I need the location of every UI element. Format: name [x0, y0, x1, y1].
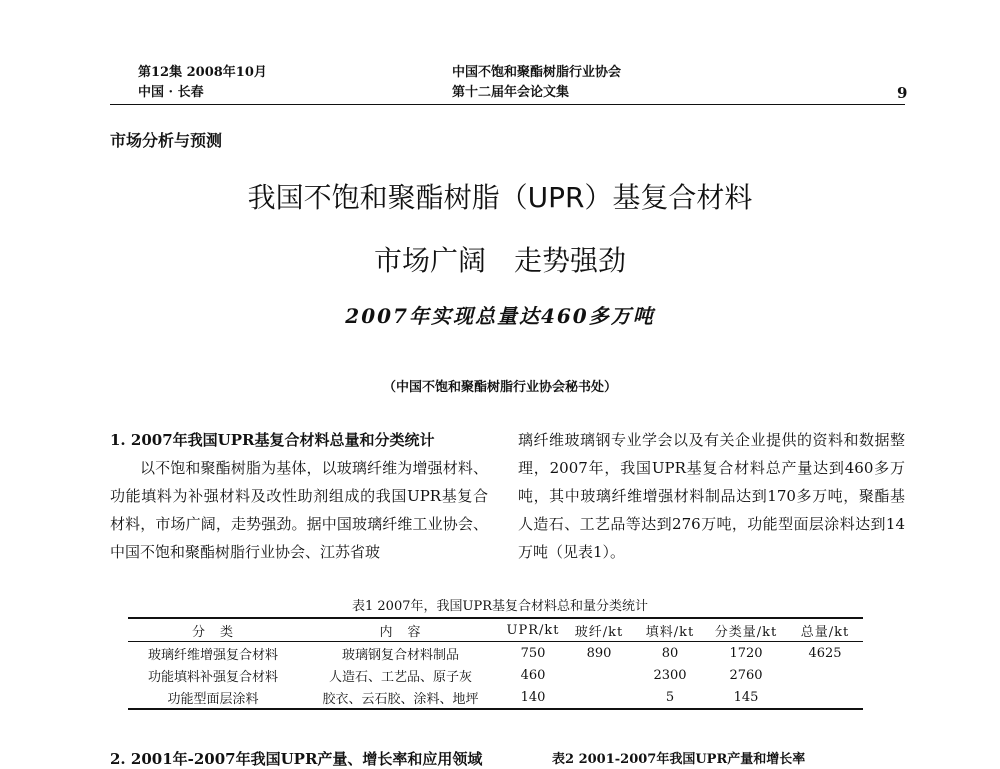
author-affiliation: （中国不饱和聚酯树脂行业协会秘书处） [382, 380, 617, 395]
body-paragraph-right: 璃纤维玻璃钢专业学会以及有关企业提供的资料和数据整理，2007年，我国UPR基复合材料总产量达到460多万吨，其中玻璃纤维增强材料制品达到170多万吨，聚酯基人造石、工艺品等达到276万吨，功能型面层涂料达到14万吨（见表1）。 [518, 431, 905, 561]
table-cell: 4625 [808, 645, 842, 661]
page-number: 9 [897, 84, 908, 102]
table-cell: 功能型面层涂料 [128, 686, 298, 709]
table-header-cell: 总量/kt [787, 618, 863, 642]
statistics-table [128, 617, 863, 710]
table-cell [563, 686, 635, 709]
journal-issue: 第12集 2008年10月 [138, 65, 267, 80]
table-cell: 玻璃纤维增强复合材料 [147, 647, 278, 663]
table-row [128, 664, 863, 686]
table-cell: 5 [635, 686, 705, 709]
article-title-line2: 市场广阔 走势强劲 [373, 244, 626, 277]
table-cell [563, 664, 635, 686]
proceedings-name: 第十二届年会论文集 [452, 85, 570, 100]
table-cell: 1720 [729, 645, 763, 661]
table-cell: 2760 [729, 667, 763, 683]
table-header-cell: 玻纤/kt [563, 618, 635, 642]
association-name: 中国不饱和聚酯树脂行业协会 [452, 65, 622, 80]
table-row [128, 686, 863, 709]
left-column [110, 426, 488, 566]
table-cell: 功能填料补强复合材料 [147, 669, 278, 685]
table2-caption: 表2 2001-2007年我国UPR产量和增长率 [552, 752, 806, 767]
table-cell: 890 [586, 645, 612, 661]
conference-location: 中国 · 长春 [138, 85, 204, 100]
table-row [128, 642, 863, 665]
table-header-cell: 分类量/kt [705, 618, 787, 642]
table-cell [787, 686, 863, 709]
table-cell: 140 [503, 686, 563, 709]
table-cell [787, 664, 863, 686]
table-cell: 145 [705, 686, 787, 709]
table-cell: 80 [661, 645, 679, 661]
table-header-cell: UPR/kt [503, 618, 563, 642]
article-subtitle: 2007年实现总量达460多万吨 [345, 304, 655, 328]
table-cell: 460 [520, 667, 546, 683]
body-paragraph-left: 以不饱和聚酯树脂为基体，以玻璃纤维为增强材料、功能填料为补强材料及改性助剂组成的我国UPR基复合材料，市场广阔，走势强劲。据中国玻璃纤维工业协会、中国不饱和聚酯树脂行业协会、江苏省玻 [110, 459, 488, 561]
table-cell: 玻璃钢复合材料制品 [341, 647, 459, 663]
table-caption: 表1 2007年，我国UPR基复合材料总和量分类统计 [352, 599, 648, 614]
article-title-line1: 我国不饱和聚酯树脂（UPR）基复合材料 [247, 181, 753, 214]
section-heading-2: 2. 2001年-2007年我国UPR产量、增长率和应用领域 [110, 750, 483, 768]
table-header-cell: 内 容 [298, 618, 503, 642]
table-header-cell: 填料/kt [635, 618, 705, 642]
table-cell: 750 [520, 645, 546, 661]
right-column [518, 426, 905, 566]
header-rule [110, 104, 905, 105]
table-cell: 2300 [653, 667, 687, 683]
section-heading-1: 1. 2007年我国UPR基复合材料总量和分类统计 [110, 431, 435, 449]
table-header-row [128, 618, 863, 642]
section-label: 市场分析与预测 [110, 131, 223, 150]
table-cell: 人造石、工艺品、原子灰 [328, 669, 472, 685]
table-header-cell: 分 类 [128, 618, 298, 642]
table-cell: 胶衣、云石胶、涂料、地坪 [298, 686, 503, 709]
